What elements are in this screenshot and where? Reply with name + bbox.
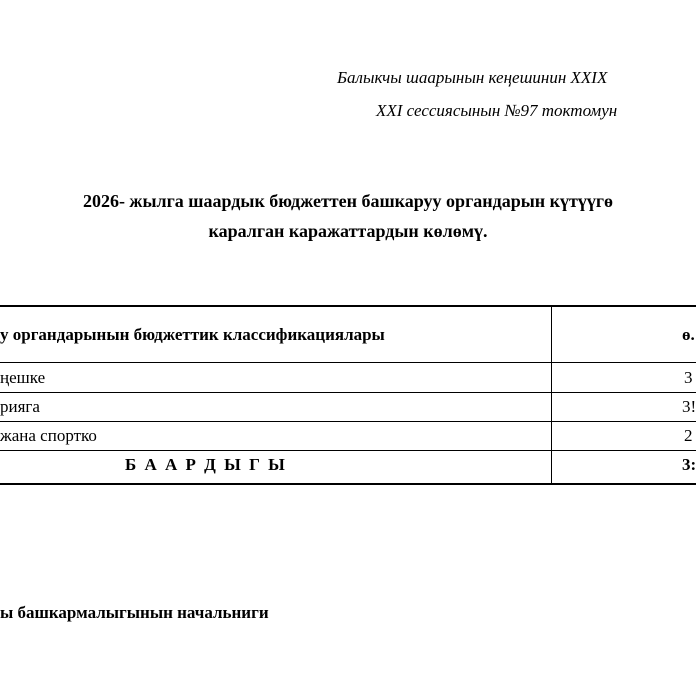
header-classification: у органдарынын бюджеттик классификациялары [0, 325, 385, 344]
row-divider [0, 392, 696, 393]
document-title-line-1: 2026- жылга шаардык бюджеттен башкаруу органдарын күтүүгө [82, 191, 614, 211]
decision-reference-line-2: XXI сессиясынын №97 токтомун [376, 101, 618, 120]
row-divider [0, 450, 696, 451]
table-row-value: 2 [684, 426, 693, 445]
budget-table [0, 305, 696, 485]
column-divider [551, 307, 552, 483]
table-row-name: рияга [0, 397, 40, 416]
row-divider [0, 421, 696, 422]
table-row-name: ңешке [0, 368, 46, 387]
header-amount: ө. [682, 325, 695, 344]
table-row-value: 3! [682, 397, 696, 416]
total-label: Б А А Р Д Ы Г Ы [125, 455, 287, 474]
signature-title: ы башкармалыгынын начальниги [0, 603, 269, 622]
total-value: 3: [682, 455, 696, 474]
table-row-value: 3 [684, 368, 693, 387]
table-row-name: жана спортко [0, 426, 97, 445]
document-title-line-2: каралган каражаттардын көлөмү. [208, 221, 488, 241]
header-divider [0, 362, 696, 363]
decision-reference-line-1: Балыкчы шаарынын кеңешинин XXIX [337, 68, 608, 87]
